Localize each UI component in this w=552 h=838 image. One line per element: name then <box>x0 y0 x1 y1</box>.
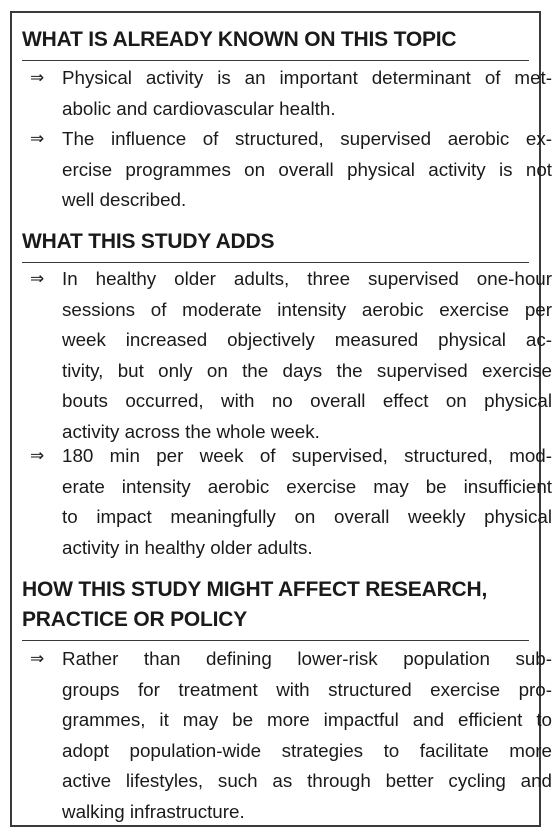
item-line: well described. <box>62 189 187 210</box>
item-line: 180 min per week of supervised, structured, mod- <box>62 445 552 466</box>
item-line: erate intensity aerobic exercise may be insufficient <box>62 475 552 497</box>
item-line: Physical activity is an important determinant of met- <box>62 67 552 88</box>
arrow-icon: ⇒ <box>30 68 45 88</box>
section-title-affect-research: HOW THIS STUDY MIGHT AFFECT RESEARCH, <box>22 578 488 601</box>
arrow-icon: ⇒ <box>30 649 45 669</box>
item-line: sessions of moderate intensity aerobic exercise per <box>62 298 552 320</box>
item-line: groups for treatment with structured exercise pro- <box>62 678 552 700</box>
item-line: walking infrastructure. <box>62 800 245 822</box>
item-line: In healthy older adults, three supervised one-hour <box>62 268 552 289</box>
section-divider <box>22 262 529 263</box>
item-line: active lifestyles, such as through better cycling and <box>62 770 552 791</box>
item-line: bouts occurred, with no overall effect on physical <box>62 390 552 411</box>
item-line: adopt population-wide strategies to facilitate more <box>62 739 552 761</box>
item-line: to impact meaningfully on overall weekly physical <box>62 506 552 527</box>
arrow-icon: ⇒ <box>30 446 45 466</box>
arrow-icon: ⇒ <box>30 129 45 149</box>
item-line: tivity, but only on the days the supervised exercise <box>62 359 552 381</box>
item-line: week increased objectively measured physical ac- <box>62 329 552 350</box>
item-line: activity across the whole week. <box>62 420 320 442</box>
section-title-affect-research-line-2: PRACTICE OR POLICY <box>22 608 248 631</box>
item-line: ercise programmes on overall physical activity is not <box>62 158 552 180</box>
item-line: activity in healthy older adults. <box>62 536 313 558</box>
section-divider <box>22 640 529 641</box>
item-line: abolic and cardiovascular health. <box>62 97 336 119</box>
item-line: Rather than defining lower-risk population sub- <box>62 648 552 669</box>
arrow-icon: ⇒ <box>30 269 45 289</box>
item-line: The influence of structured, supervised aerobic ex- <box>62 128 552 149</box>
section-title-study-adds: WHAT THIS STUDY ADDS <box>22 230 275 253</box>
section-divider <box>22 60 529 61</box>
item-line: grammes, it may be more impactful and efficient to <box>62 709 552 730</box>
section-title-already-known: WHAT IS ALREADY KNOWN ON THIS TOPIC <box>22 28 457 51</box>
